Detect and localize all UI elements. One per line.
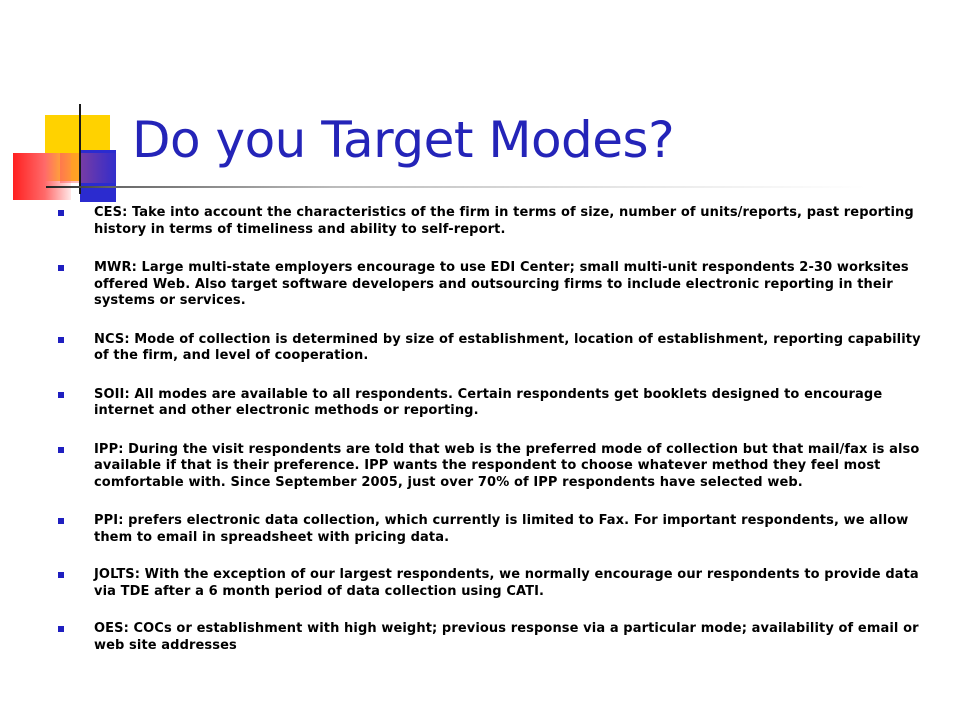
- bullet-list: [58, 205, 928, 654]
- bullet-text: NCS: Mode of collection is determined by size of establishment, location of establishment, reporting capability of the firm, and level of cooperation.: [94, 331, 921, 363]
- square-bullet-icon: [58, 447, 64, 453]
- bullet-item-ppi: [58, 513, 928, 546]
- square-bullet-icon: [58, 265, 64, 271]
- slide-title: Do you Target Modes?: [132, 111, 675, 169]
- bullet-item-oes: [58, 621, 928, 654]
- square-bullet-icon: [58, 337, 64, 343]
- bullet-text: MWR: Large multi-state employers encourage to use EDI Center; small multi-unit respondents 2-30 worksites offered Web. Also target software developers and outsourcing firms to include electronic reporting in their systems or services.: [94, 260, 909, 308]
- square-bullet-icon: [58, 518, 64, 524]
- square-bullet-icon: [58, 626, 64, 632]
- bullet-text: SOII: All modes are available to all respondents. Certain respondents get booklets designed to encourage internet and other electronic methods or reporting.: [94, 386, 883, 418]
- bullet-item-mwr: [58, 260, 928, 310]
- decorative-vertical-line: [79, 104, 81, 194]
- bullet-item-soii: [58, 387, 928, 420]
- square-bullet-icon: [58, 392, 64, 398]
- square-bullet-icon: [58, 210, 64, 216]
- bullet-text: CES: Take into account the characteristics of the firm in terms of size, number of units/reports, past reporting history in terms of timeliness and ability to self-report.: [94, 205, 914, 237]
- bullet-item-ces: [58, 205, 928, 238]
- bullet-text: OES: COCs or establishment with high weight; previous response via a particular mode; availability of email or web site addresses: [94, 621, 919, 653]
- decorative-red-fade: [60, 153, 120, 183]
- bullet-item-ncs: [58, 332, 928, 365]
- bullet-text: PPI: prefers electronic data collection, which currently is limited to Fax. For important respondents, we allow them to email in spreadsheet with pricing data.: [94, 513, 909, 545]
- bullet-text: JOLTS: With the exception of our largest respondents, we normally encourage our respondents to provide data via TDE after a 6 month period of data collection using CATI.: [94, 567, 919, 599]
- bullet-text: IPP: During the visit respondents are told that web is the preferred mode of collection but that mail/fax is also available if that is their preference. IPP wants the respondent to choose whatever method they feel most comfortable with. Since September 2005, just over 70% of IPP respondents have selected web.: [94, 441, 920, 490]
- title-underline-rule: [46, 186, 866, 188]
- bullet-item-jolts: [58, 567, 928, 600]
- square-bullet-icon: [58, 572, 64, 578]
- bullet-item-ipp: [58, 442, 928, 492]
